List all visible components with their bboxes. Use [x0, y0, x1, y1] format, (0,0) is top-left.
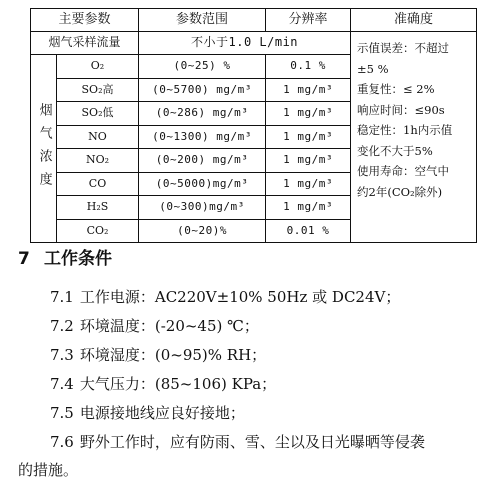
gas-name: SO₂高	[57, 78, 139, 102]
accuracy-cell	[351, 32, 477, 243]
flow-row	[31, 32, 477, 55]
gas-name: H₂S	[57, 196, 139, 220]
paragraph-7-2	[50, 315, 259, 336]
paragraph-text: 环境温度：(-20~45) ℃；	[79, 317, 259, 335]
header-accuracy: 准确度	[351, 9, 477, 32]
gas-name: CO	[57, 172, 139, 196]
paragraph-text: 大气压力：(85~106) KPa；	[79, 375, 277, 393]
paragraph-7-5	[50, 402, 245, 423]
header-range: 参数范围	[139, 9, 266, 32]
accuracy-line: 使用寿命：空气中	[357, 164, 450, 178]
paragraph-text: 野外工作时，应有防雨、雪、尘以及日光曝晒等侵袭	[79, 433, 425, 451]
gas-resolution: 1 mg/m³	[266, 125, 351, 149]
paragraph-7-6-continuation: 的措施。	[18, 461, 79, 479]
paragraph-number: 7.3	[50, 346, 74, 364]
accuracy-line: 稳定性：1h内示值	[357, 123, 453, 137]
paragraph-number: 7.4	[50, 375, 74, 393]
paragraph-text: 环境湿度：(0~95)% RH；	[79, 346, 267, 364]
section-heading	[18, 244, 112, 269]
group-label-cell	[31, 55, 57, 243]
gas-resolution: 1 mg/m³	[266, 196, 351, 220]
paragraph-text: 工作电源：AC220V±10% 50Hz 或 DC24V；	[79, 288, 401, 306]
gas-name: SO₂低	[57, 102, 139, 126]
accuracy-line: ±5 %	[357, 61, 389, 76]
gas-name: CO₂	[57, 219, 139, 243]
header-resolution: 分辨率	[266, 9, 351, 32]
flow-value: 不小于1.0 L/min	[139, 32, 351, 55]
accuracy-line: 变化不大于5%	[357, 143, 433, 158]
paragraph-number: 7.5	[50, 404, 74, 422]
spec-table-wrapper	[30, 8, 476, 243]
gas-resolution: 1 mg/m³	[266, 102, 351, 126]
accuracy-line: 重复性：≤ 2%	[357, 82, 435, 96]
accuracy-line: 示值误差：不超过	[357, 41, 450, 55]
paragraph-7-3	[50, 344, 266, 365]
gas-resolution: 1 mg/m³	[266, 172, 351, 196]
section-title: 工作条件	[44, 249, 112, 269]
gas-range: (0~25) %	[139, 55, 266, 79]
gas-resolution: 0.01 %	[266, 219, 351, 243]
gas-range: (0~1300) mg/m³	[139, 125, 266, 149]
gas-resolution: 0.1 %	[266, 55, 351, 79]
paragraph-7-1	[50, 286, 400, 307]
gas-range: (0~200) mg/m³	[139, 149, 266, 173]
gas-name: NO	[57, 125, 139, 149]
paragraph-number: 7.1	[50, 288, 74, 306]
paragraph-number: 7.2	[50, 317, 74, 335]
gas-range: (0~5000)mg/m³	[139, 172, 266, 196]
gas-name: NO₂	[57, 149, 139, 173]
gas-range: (0~20)%	[139, 219, 266, 243]
paragraph-7-4	[50, 373, 276, 394]
gas-range: (0~286) mg/m³	[139, 102, 266, 126]
flow-label: 烟气采样流量	[31, 32, 139, 55]
gas-resolution: 1 mg/m³	[266, 78, 351, 102]
table-header-row	[31, 9, 477, 32]
paragraph-text: 电源接地线应良好接地；	[79, 404, 245, 422]
accuracy-line: 约2年(CO₂除外)	[357, 184, 443, 199]
accuracy-line: 响应时间：≤90s	[357, 102, 445, 117]
paragraph-7-6	[50, 431, 425, 452]
section-number: 7	[18, 249, 30, 269]
spec-table	[30, 8, 477, 243]
gas-resolution: 1 mg/m³	[266, 149, 351, 173]
gas-range: (0~5700) mg/m³	[139, 78, 266, 102]
gas-name: O₂	[57, 55, 139, 79]
gas-range: (0~300)mg/m³	[139, 196, 266, 220]
header-main-params: 主要参数	[31, 9, 139, 32]
paragraph-number: 7.6	[50, 433, 74, 451]
group-label: 烟气浓度	[36, 102, 52, 195]
